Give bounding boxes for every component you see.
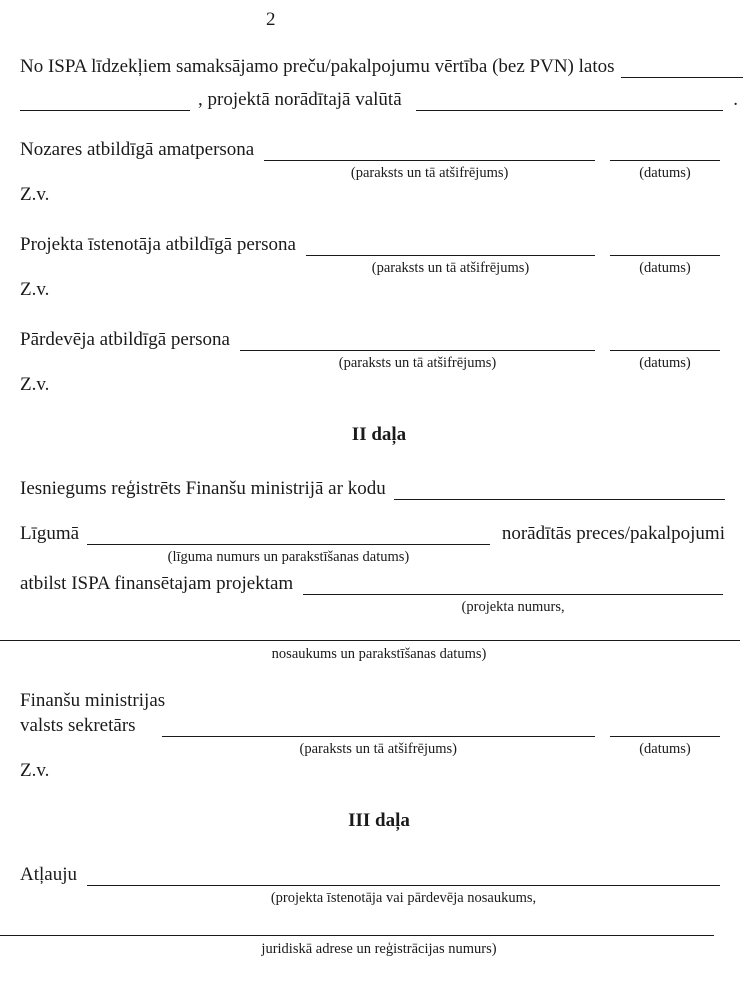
project-field bbox=[303, 572, 723, 616]
part3-heading: III daļa bbox=[348, 810, 410, 831]
registration-row bbox=[20, 477, 738, 500]
permit-blank bbox=[87, 863, 720, 886]
signature-field bbox=[306, 233, 595, 277]
lats-amount-blank-continued bbox=[20, 88, 190, 111]
signature-label: Nozares atbildīgā amatpersona bbox=[20, 139, 255, 160]
intro-paragraph bbox=[20, 55, 738, 111]
date-blank bbox=[610, 233, 720, 256]
date-field bbox=[610, 233, 720, 277]
secretary-label: valsts sekretārs bbox=[20, 715, 136, 736]
date-blank bbox=[610, 328, 720, 351]
seal-label: Z.v. bbox=[20, 760, 50, 781]
signature-blank bbox=[162, 714, 595, 737]
signature-blank bbox=[264, 138, 595, 161]
date-caption: (datums) bbox=[639, 355, 691, 371]
signature-block-seller bbox=[20, 328, 738, 372]
page-number: 2 bbox=[266, 9, 276, 30]
seal-label: Z.v. bbox=[20, 374, 50, 395]
signature-block-implementer bbox=[20, 233, 738, 277]
signature-field bbox=[162, 714, 595, 758]
part2-heading: II daļa bbox=[351, 424, 407, 445]
contract-row bbox=[20, 522, 738, 566]
contract-blank bbox=[87, 522, 490, 545]
contract-caption: (līguma numurs un parakstīšanas datums) bbox=[167, 549, 410, 565]
permit-text: Atļauju bbox=[20, 864, 77, 885]
date-field bbox=[610, 328, 720, 372]
signature-caption: (paraksts un tā atšifrējums) bbox=[299, 741, 457, 757]
signature-caption: (paraksts un tā atšifrējums) bbox=[371, 260, 530, 276]
signature-blank bbox=[240, 328, 595, 351]
intro-line-2-text: , projektā norādītajā valūtā bbox=[198, 89, 402, 110]
project-caption: (projekta numurs, bbox=[461, 599, 565, 615]
signature-caption: (paraksts un tā atšifrējums) bbox=[338, 355, 497, 371]
date-blank bbox=[610, 138, 720, 161]
project-number-blank bbox=[303, 572, 723, 595]
signature-block-sector-official bbox=[20, 138, 738, 182]
lats-amount-blank bbox=[621, 55, 743, 78]
signature-label: Projekta īstenotāja atbildīgā persona bbox=[20, 234, 296, 255]
date-field bbox=[610, 138, 720, 182]
intro-line-1 bbox=[20, 55, 738, 78]
contract-field bbox=[87, 522, 490, 566]
sentence-period: . bbox=[733, 89, 738, 110]
signature-field bbox=[240, 328, 595, 372]
date-caption: (datums) bbox=[639, 260, 691, 276]
seal-label: Z.v. bbox=[20, 279, 50, 300]
project-row bbox=[20, 572, 738, 616]
registration-text: Iesniegums reģistrēts Finanšu ministrijā ar kodu bbox=[20, 478, 386, 499]
permit-continuation-caption: juridiskā adrese un reģistrācijas numurs) bbox=[261, 941, 497, 957]
contract-suffix-text: norādītās preces/pakalpojumi bbox=[501, 523, 725, 544]
permit-row bbox=[20, 863, 738, 907]
permit-field bbox=[87, 863, 720, 907]
signature-field bbox=[264, 138, 595, 182]
seal-label: Z.v. bbox=[20, 184, 50, 205]
project-continuation-caption: nosaukums un parakstīšanas datums) bbox=[271, 646, 487, 662]
secretary-signature-block bbox=[20, 714, 738, 758]
permit-caption: (projekta īstenotāja vai pārdevēja nosaukums, bbox=[270, 890, 537, 906]
date-caption: (datums) bbox=[639, 741, 691, 757]
intro-line-1-text: No ISPA līdzekļiem samaksājamo preču/pakalpojumu vērtība (bez PVN) latos bbox=[20, 56, 615, 77]
date-blank bbox=[610, 714, 720, 737]
intro-line-2 bbox=[20, 88, 738, 111]
signature-caption: (paraksts un tā atšifrējums) bbox=[350, 165, 509, 181]
signature-blank bbox=[306, 233, 595, 256]
date-field bbox=[610, 714, 720, 758]
ministry-name: Finanšu ministrijas bbox=[20, 690, 166, 711]
currency-amount-blank bbox=[416, 88, 724, 111]
date-caption: (datums) bbox=[639, 165, 691, 181]
registration-code-blank bbox=[394, 477, 725, 500]
contract-prefix-text: Līgumā bbox=[20, 523, 80, 544]
project-text: atbilst ISPA finansētajam projektam bbox=[20, 573, 294, 594]
signature-label: Pārdevēja atbildīgā persona bbox=[20, 329, 230, 350]
